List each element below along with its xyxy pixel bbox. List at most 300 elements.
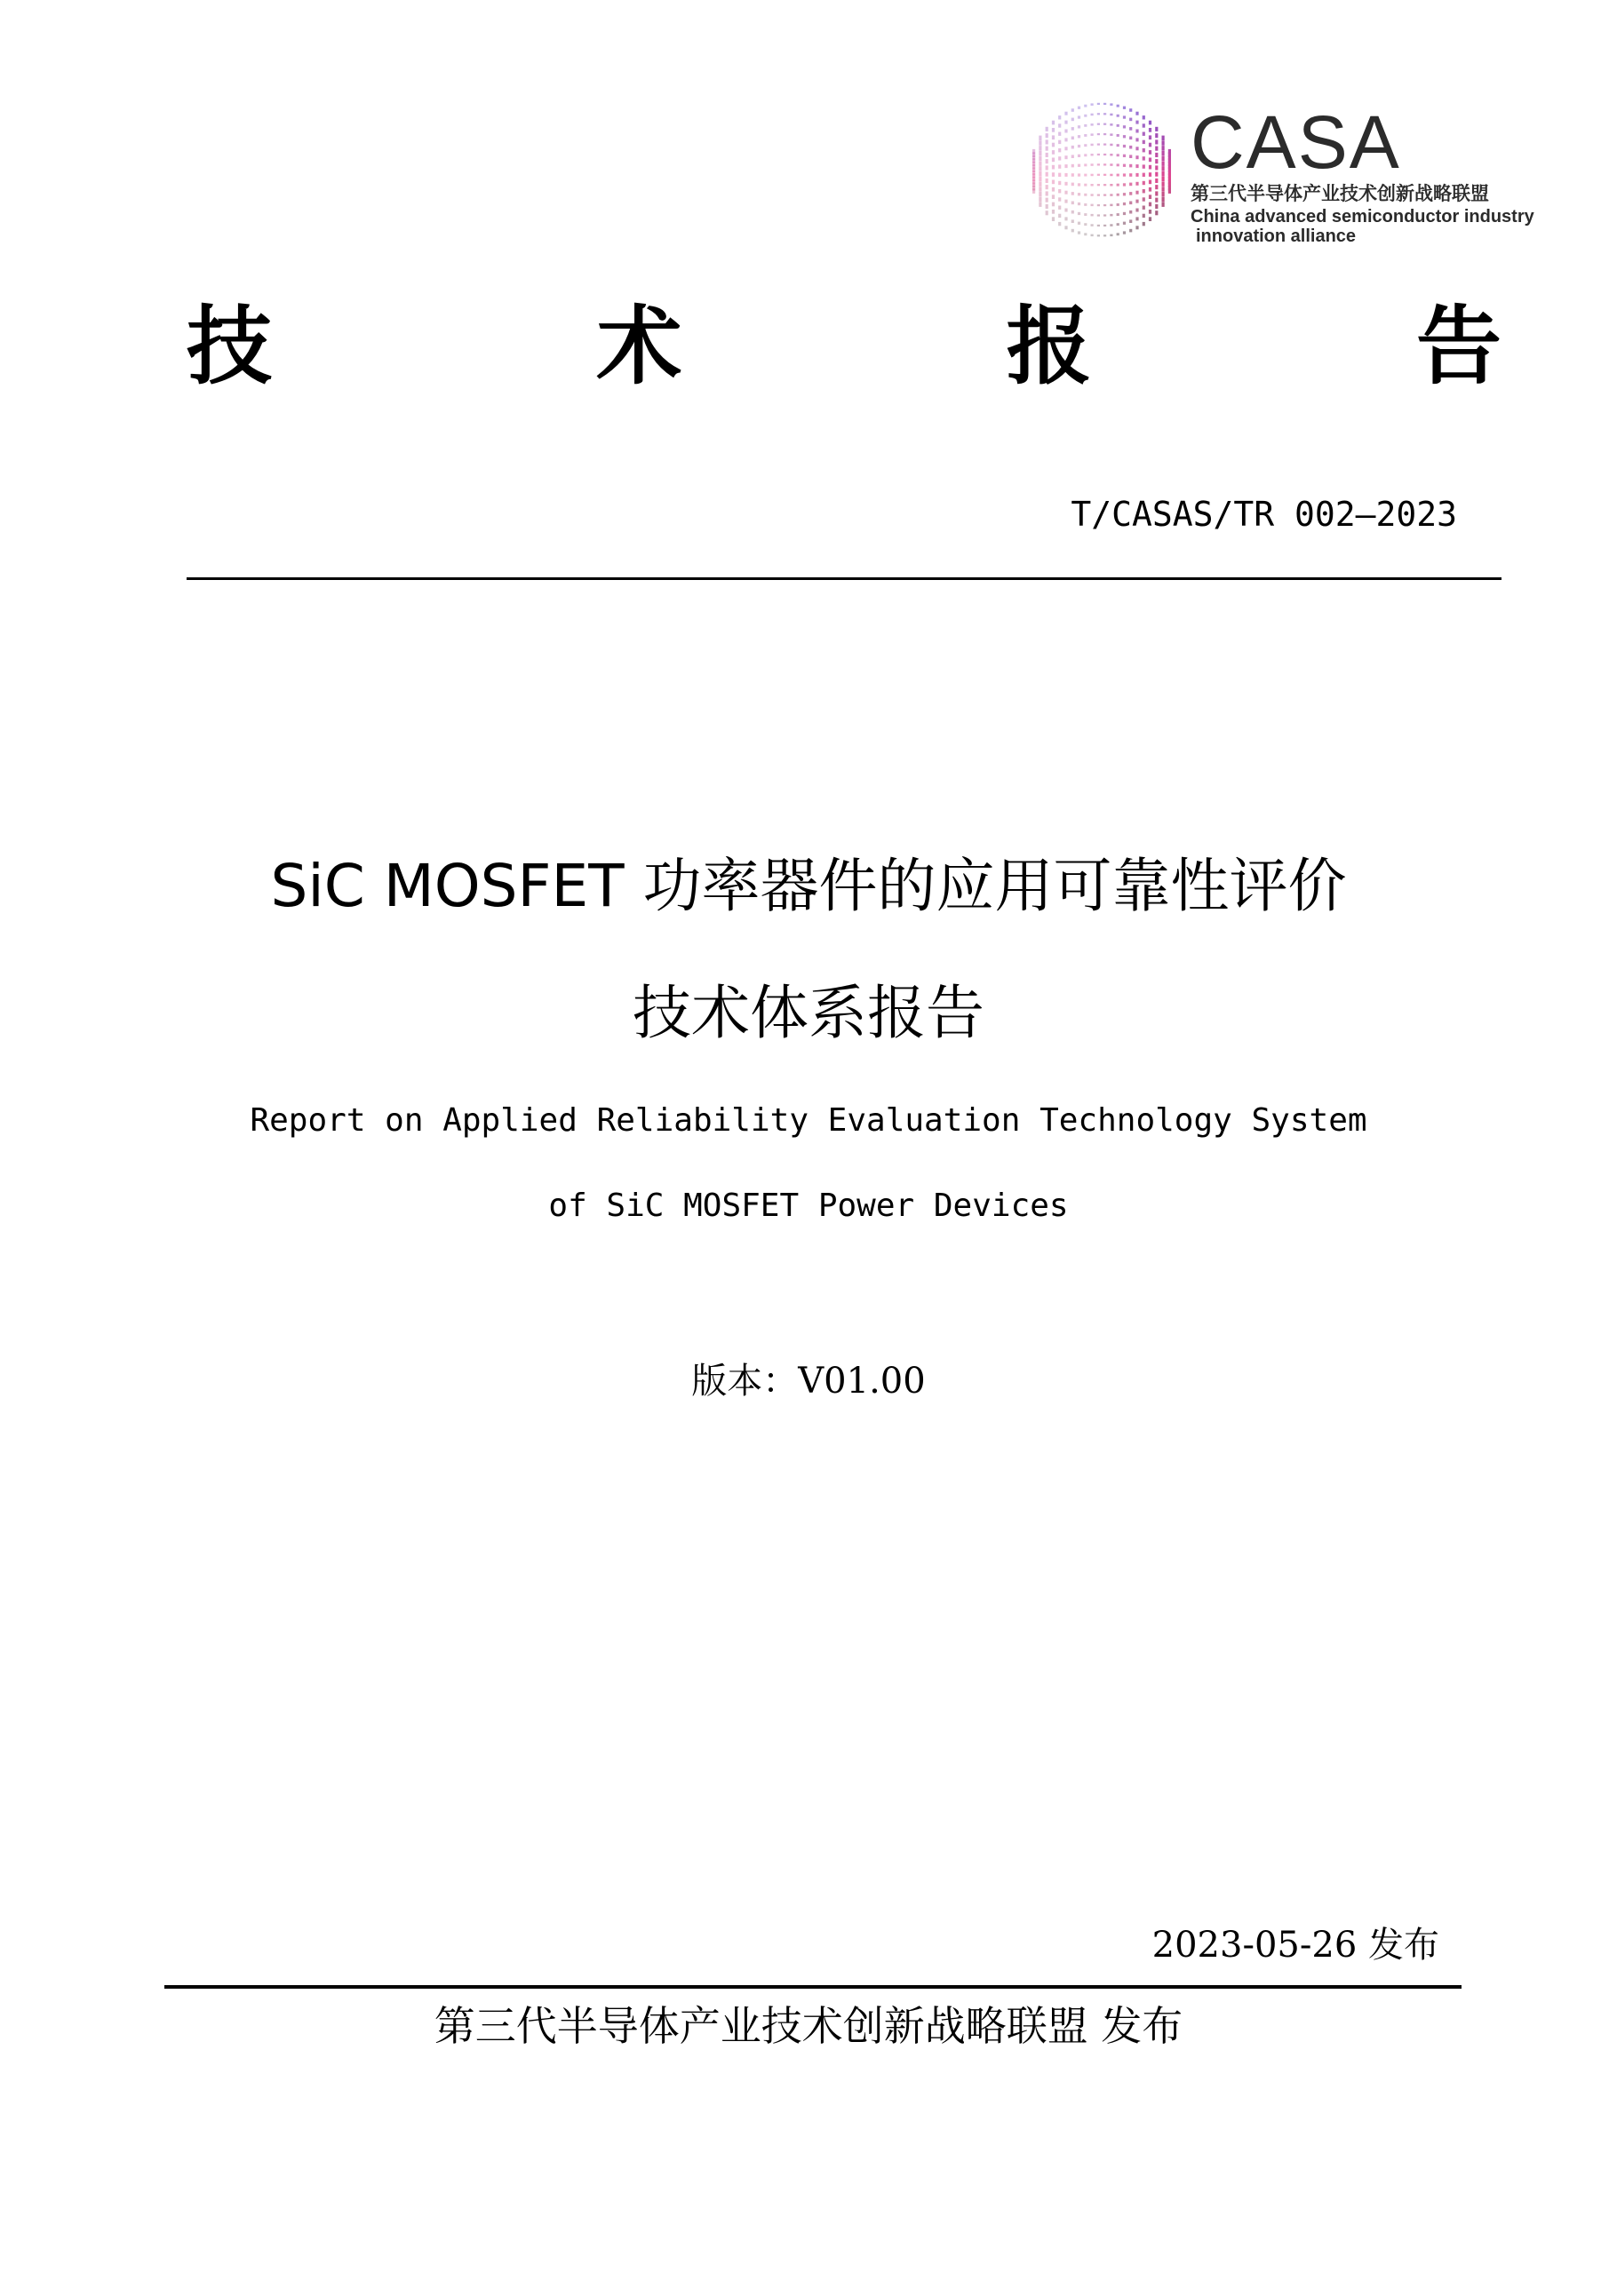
logo-dot (1097, 225, 1100, 226)
logo-dot (1071, 229, 1074, 233)
logo-dot (1071, 192, 1074, 195)
logo-dot (1039, 140, 1041, 146)
logo-dot (1143, 123, 1145, 127)
logo-dot (1052, 165, 1055, 170)
logo-dot (1162, 161, 1165, 166)
logo-dot (1162, 156, 1165, 162)
logo-dot (1039, 192, 1041, 197)
logo-dot (1123, 173, 1126, 176)
logo-dot (1064, 147, 1067, 150)
logo-dot (1149, 121, 1151, 125)
logo-dot (1078, 155, 1080, 157)
logo-dot (1046, 204, 1048, 209)
logo-dot (1097, 204, 1100, 206)
report-type-char: 告 (1415, 296, 1502, 396)
logo-dot (1078, 193, 1080, 195)
logo-dot (1091, 214, 1094, 217)
logo-dot (1052, 217, 1055, 221)
publisher-line: 第三代半导体产业技术创新战略联盟 发布 (434, 2002, 1183, 2050)
logo-org-name-cn: 第三代半导体产业技术创新战略联盟 (1191, 183, 1489, 204)
logo-dot (1155, 179, 1158, 183)
logo-wordmark: CASA (1191, 100, 1401, 184)
logo-dot (1052, 121, 1055, 125)
logo-dot (1039, 202, 1041, 207)
logo-dot (1110, 103, 1112, 106)
logo-dot (1097, 184, 1100, 186)
logo-dot (1097, 133, 1100, 135)
logo-dot (1110, 184, 1112, 187)
logo-dot (1091, 133, 1094, 136)
logo-dot (1084, 115, 1087, 117)
logo-dot (1032, 188, 1035, 194)
casa-logo-icon (1013, 93, 1199, 262)
logo-dot (1155, 147, 1158, 151)
logo-dot (1117, 174, 1119, 177)
logo-dot (1084, 203, 1087, 206)
logo-dot (1091, 163, 1094, 166)
logo-dot (1078, 222, 1080, 225)
logo-dot (1117, 144, 1119, 147)
logo-dot (1129, 146, 1132, 149)
logo-dot (1129, 164, 1132, 168)
logo-dot (1149, 195, 1151, 199)
logo-dot (1046, 179, 1048, 183)
title-cn-line1: SiC MOSFET 功率器件的应用可靠性评价 (270, 852, 1347, 920)
logo-dot (1084, 233, 1087, 235)
logo-dot (1155, 153, 1158, 157)
logo-dot (1084, 124, 1087, 127)
logo-dot (1162, 146, 1165, 151)
logo-dot (1039, 146, 1041, 151)
logo-dot (1117, 213, 1119, 216)
logo-dot (1097, 103, 1100, 105)
logo-dot (1123, 135, 1126, 138)
logo-dot (1071, 202, 1074, 205)
logo-dot (1162, 140, 1165, 146)
logo-dot (1143, 148, 1145, 152)
logo-dot (1058, 206, 1061, 210)
logo-dot (1162, 151, 1165, 156)
logo-dot (1046, 211, 1048, 215)
logo-dot (1155, 191, 1158, 195)
logo-dot (1071, 183, 1074, 187)
logo-dot (1162, 192, 1165, 197)
logo-dot (1078, 231, 1080, 234)
logo-dot (1155, 204, 1158, 209)
logo-dot (1155, 185, 1158, 189)
logo-dot (1123, 125, 1126, 128)
logo-dot (1162, 202, 1165, 207)
logo-dot (1129, 137, 1132, 140)
logo-dot (1143, 189, 1145, 193)
logo-dot (1135, 173, 1138, 177)
logo-dot (1117, 184, 1119, 187)
logo-dot (1084, 223, 1087, 226)
logo-dot (1039, 136, 1041, 141)
logo-dot (1058, 148, 1061, 152)
logo-dot (1078, 125, 1080, 128)
report-type-heading (187, 293, 1502, 400)
logo-dot (1064, 121, 1067, 124)
logo-dot (1143, 132, 1145, 136)
logo-dot (1058, 140, 1061, 144)
logo-dot (1091, 174, 1094, 177)
logo-dot (1143, 222, 1145, 226)
logo-dot (1135, 121, 1138, 124)
logo-dot (1110, 123, 1112, 126)
logo-dot (1117, 154, 1119, 156)
logo-dot (1071, 173, 1074, 177)
logo-dot (1110, 194, 1112, 196)
logo-dot (1046, 198, 1048, 203)
logo-dot (1078, 164, 1080, 167)
logo-dot (1103, 103, 1106, 105)
logo-dot (1097, 123, 1100, 125)
logo-dot (1117, 233, 1119, 235)
logo-dot (1058, 222, 1061, 226)
logo-dot (1064, 191, 1067, 195)
logo-dot (1064, 182, 1067, 186)
logo-dot (1110, 114, 1112, 116)
logo-dot (1046, 165, 1048, 170)
logo-dot (1039, 177, 1041, 182)
logo-dot (1110, 234, 1112, 237)
logo-dot (1123, 212, 1126, 215)
logo-dot (1103, 133, 1106, 135)
logo-dot (1084, 154, 1087, 156)
logo-dot (1064, 164, 1067, 168)
logo-dot (1052, 158, 1055, 163)
logo-dot (1046, 139, 1048, 144)
logo-dot (1084, 174, 1087, 177)
logo-dot (1117, 203, 1119, 206)
logo-dot (1129, 219, 1132, 223)
logo-dot (1064, 173, 1067, 177)
logo-dot (1052, 195, 1055, 199)
document-number: T/CASAS/TR 002—2023 (1071, 495, 1457, 534)
logo-dot (1071, 164, 1074, 168)
logo-dot (1039, 151, 1041, 156)
logo-dot (1123, 231, 1126, 234)
logo-dot (1064, 217, 1067, 220)
logo-dot (1162, 171, 1165, 177)
logo-dot (1071, 108, 1074, 112)
logo-dot (1143, 197, 1145, 201)
report-type-char: 报 (1006, 296, 1092, 396)
logo-dot (1123, 193, 1126, 195)
logo-dot (1155, 139, 1158, 144)
logo-dot (1084, 105, 1087, 107)
logo-dot (1143, 181, 1145, 185)
logo-dot (1052, 203, 1055, 207)
logo-dot (1064, 138, 1067, 141)
logo-dot (1064, 200, 1067, 203)
logo-dot (1129, 192, 1132, 195)
logo-dot (1162, 197, 1165, 203)
logo-dot (1117, 223, 1119, 226)
logo-dot (1078, 183, 1080, 186)
logo-dot (1149, 135, 1151, 139)
logo-dot (1052, 135, 1055, 139)
logo-dot (1071, 211, 1074, 214)
logo-dot (1078, 145, 1080, 147)
logo-dot (1123, 107, 1126, 109)
logo-dot (1097, 174, 1100, 176)
logo-dot (1084, 194, 1087, 196)
logo-dot (1135, 182, 1138, 186)
logo-dot (1097, 113, 1100, 115)
logo-dot (1084, 163, 1087, 166)
logo-dot (1091, 114, 1094, 116)
logo-dot (1149, 165, 1151, 170)
logo-dot (1071, 219, 1074, 223)
logo-dot (1084, 144, 1087, 147)
logo-dot (1052, 172, 1055, 177)
logo-dot (1046, 127, 1048, 131)
logo-dot (1052, 128, 1055, 132)
logo-dot (1058, 214, 1061, 218)
logo-dot (1123, 115, 1126, 118)
logo-dot (1046, 147, 1048, 151)
logo-dot (1103, 225, 1106, 226)
logo-dot (1103, 204, 1106, 206)
logo-dot (1097, 163, 1100, 165)
logo-dot (1135, 164, 1138, 168)
logo-dot (1097, 144, 1100, 146)
logo-dot (1091, 123, 1094, 126)
logo-dot (1039, 166, 1041, 171)
logo-dot (1071, 118, 1074, 122)
logo-dot (1149, 143, 1151, 147)
footer-divider (164, 1985, 1462, 1989)
logo-dot (1039, 197, 1041, 203)
logo-dot (1046, 172, 1048, 177)
logo-dot (1110, 163, 1112, 166)
logo-dot (1149, 172, 1151, 177)
logo-dot (1103, 214, 1106, 216)
logo-dot (1155, 133, 1158, 138)
logo-dot (1078, 107, 1080, 109)
logo-dot (1149, 210, 1151, 214)
logo-dot (1052, 150, 1055, 155)
logo-dot (1071, 155, 1074, 158)
logo-dot (1103, 113, 1106, 115)
logo-dot (1149, 128, 1151, 132)
report-type-char: 技 (187, 296, 272, 396)
logo-dot (1162, 181, 1165, 187)
logo-dot (1084, 213, 1087, 216)
logo-dot (1117, 194, 1119, 196)
logo-dot (1129, 183, 1132, 187)
logo-dot (1058, 173, 1061, 177)
logo-dot (1123, 183, 1126, 186)
logo-dot (1149, 217, 1151, 221)
logo-dot (1143, 164, 1145, 168)
logo-dot (1129, 211, 1132, 214)
logo-dot (1135, 217, 1138, 220)
report-type-char: 术 (596, 296, 682, 396)
logo-dot (1135, 155, 1138, 159)
logo-dot (1091, 234, 1094, 237)
logo-dot (1103, 234, 1106, 236)
logo-dot (1091, 103, 1094, 106)
logo-dot (1046, 159, 1048, 163)
logo-dot (1117, 163, 1119, 166)
logo-dot (1143, 140, 1145, 144)
logo-dot (1117, 134, 1119, 137)
logo-dot (1110, 204, 1112, 207)
logo-dot (1058, 197, 1061, 201)
logo-dot (1046, 133, 1048, 138)
title-en-line1: Report on Applied Reliability Evaluation Technology System (250, 1102, 1367, 1139)
logo-dot (1110, 214, 1112, 217)
logo-dot (1162, 136, 1165, 141)
logo-dot (1149, 150, 1151, 155)
logo-dot (1097, 234, 1100, 236)
logo-dot (1129, 118, 1132, 122)
logo-dot (1064, 130, 1067, 133)
logo-dot (1039, 156, 1041, 162)
logo-dot (1143, 173, 1145, 177)
logo-dot (1155, 165, 1158, 170)
logo-dot (1155, 211, 1158, 215)
logo-dot (1058, 156, 1061, 160)
logo-dot (1135, 138, 1138, 141)
logo-dot (1078, 203, 1080, 205)
logo-dot (1052, 187, 1055, 192)
logo-dot (1110, 224, 1112, 226)
logo-dot (1064, 112, 1067, 115)
logo-dot (1129, 173, 1132, 177)
logo-dot (1058, 189, 1061, 193)
logo-dot (1135, 112, 1138, 115)
title-en-line2: of SiC MOSFET Power Devices (548, 1188, 1069, 1224)
logo-dot (1058, 132, 1061, 136)
logo-dot (1046, 153, 1048, 157)
logo-dot (1103, 174, 1106, 176)
logo-dot (1097, 154, 1100, 155)
logo-dot (1143, 214, 1145, 218)
logo-dot (1071, 146, 1074, 149)
logo-dot (1103, 154, 1106, 155)
logo-dot (1064, 226, 1067, 229)
logo-dot (1052, 210, 1055, 214)
logo-dot (1149, 203, 1151, 207)
logo-dot (1117, 115, 1119, 117)
logo-dot (1058, 123, 1061, 127)
logo-dot (1084, 134, 1087, 137)
logo-dot (1155, 159, 1158, 163)
logo-dot (1123, 222, 1126, 225)
logo-dot (1097, 214, 1100, 216)
logo-dot (1123, 155, 1126, 157)
logo-dot (1162, 177, 1165, 182)
logo-dot (1117, 105, 1119, 107)
logo-dot (1052, 143, 1055, 147)
logo-dot (1046, 185, 1048, 189)
logo-dot (1135, 209, 1138, 212)
logo-dot (1046, 191, 1048, 195)
logo-dot (1135, 200, 1138, 203)
logo-dot (1078, 115, 1080, 118)
logo-dot (1143, 115, 1145, 119)
logo-dot (1058, 181, 1061, 185)
logo-dot (1135, 130, 1138, 133)
logo-dot (1129, 155, 1132, 158)
header-divider (187, 577, 1502, 580)
logo-dot (1135, 147, 1138, 150)
logo-dot (1039, 171, 1041, 177)
version-label: 版本：V01.00 (691, 1361, 926, 1402)
logo-dot (1103, 123, 1106, 125)
logo-dot (1058, 115, 1061, 119)
logo-dot (1091, 194, 1094, 196)
logo-dot (1143, 206, 1145, 210)
logo-dot (1071, 137, 1074, 140)
logo-dot (1039, 161, 1041, 166)
logo-dot (1091, 224, 1094, 226)
publish-date: 2023-05-26 发布 (1151, 1925, 1439, 1966)
logo-dot (1129, 108, 1132, 112)
logo-dot (1149, 180, 1151, 185)
title-cn-line2: 技术体系报告 (633, 979, 984, 1047)
logo-dot (1110, 133, 1112, 136)
logo-dot (1129, 127, 1132, 131)
logo-dot (1091, 204, 1094, 207)
logo-dot (1117, 124, 1119, 127)
logo-dot (1039, 181, 1041, 187)
logo-dot (1091, 144, 1094, 147)
logo-org-name-en-line2: innovation alliance (1196, 226, 1357, 246)
logo-dot (1103, 184, 1106, 186)
logo-dot (1143, 156, 1145, 160)
logo-dot (1064, 155, 1067, 159)
logo-dot (1078, 135, 1080, 138)
logo-dot (1123, 145, 1126, 147)
logo-dot (1058, 164, 1061, 168)
logo-dot (1149, 158, 1151, 163)
logo-dot (1091, 154, 1094, 156)
logo-dot (1110, 144, 1112, 147)
logo-dot (1110, 174, 1112, 177)
logo-dot (1168, 188, 1171, 194)
logo-dot (1071, 127, 1074, 131)
logo-dot (1129, 229, 1132, 233)
logo-dot (1129, 202, 1132, 205)
logo-dot (1103, 195, 1106, 196)
logo-dot (1135, 226, 1138, 229)
logo-dot (1155, 172, 1158, 177)
logo-dot (1039, 187, 1041, 192)
logo-dot (1103, 144, 1106, 146)
logo-dot (1097, 195, 1100, 196)
logo-dot (1052, 180, 1055, 185)
logo-dot (1084, 184, 1087, 187)
logo-dot (1091, 184, 1094, 187)
logo-dot (1123, 203, 1126, 205)
logo-dot (1149, 187, 1151, 192)
logo-dot (1162, 166, 1165, 171)
logo-dot (1123, 164, 1126, 167)
logo-dot (1103, 163, 1106, 165)
logo-dot (1155, 198, 1158, 203)
logo-dot (1110, 154, 1112, 156)
logo-dot (1135, 191, 1138, 195)
logo-dot (1078, 173, 1080, 176)
logo-dot (1078, 212, 1080, 215)
logo-org-name-en-line1: China advanced semiconductor industry (1191, 207, 1534, 226)
logo-dot (1155, 127, 1158, 131)
